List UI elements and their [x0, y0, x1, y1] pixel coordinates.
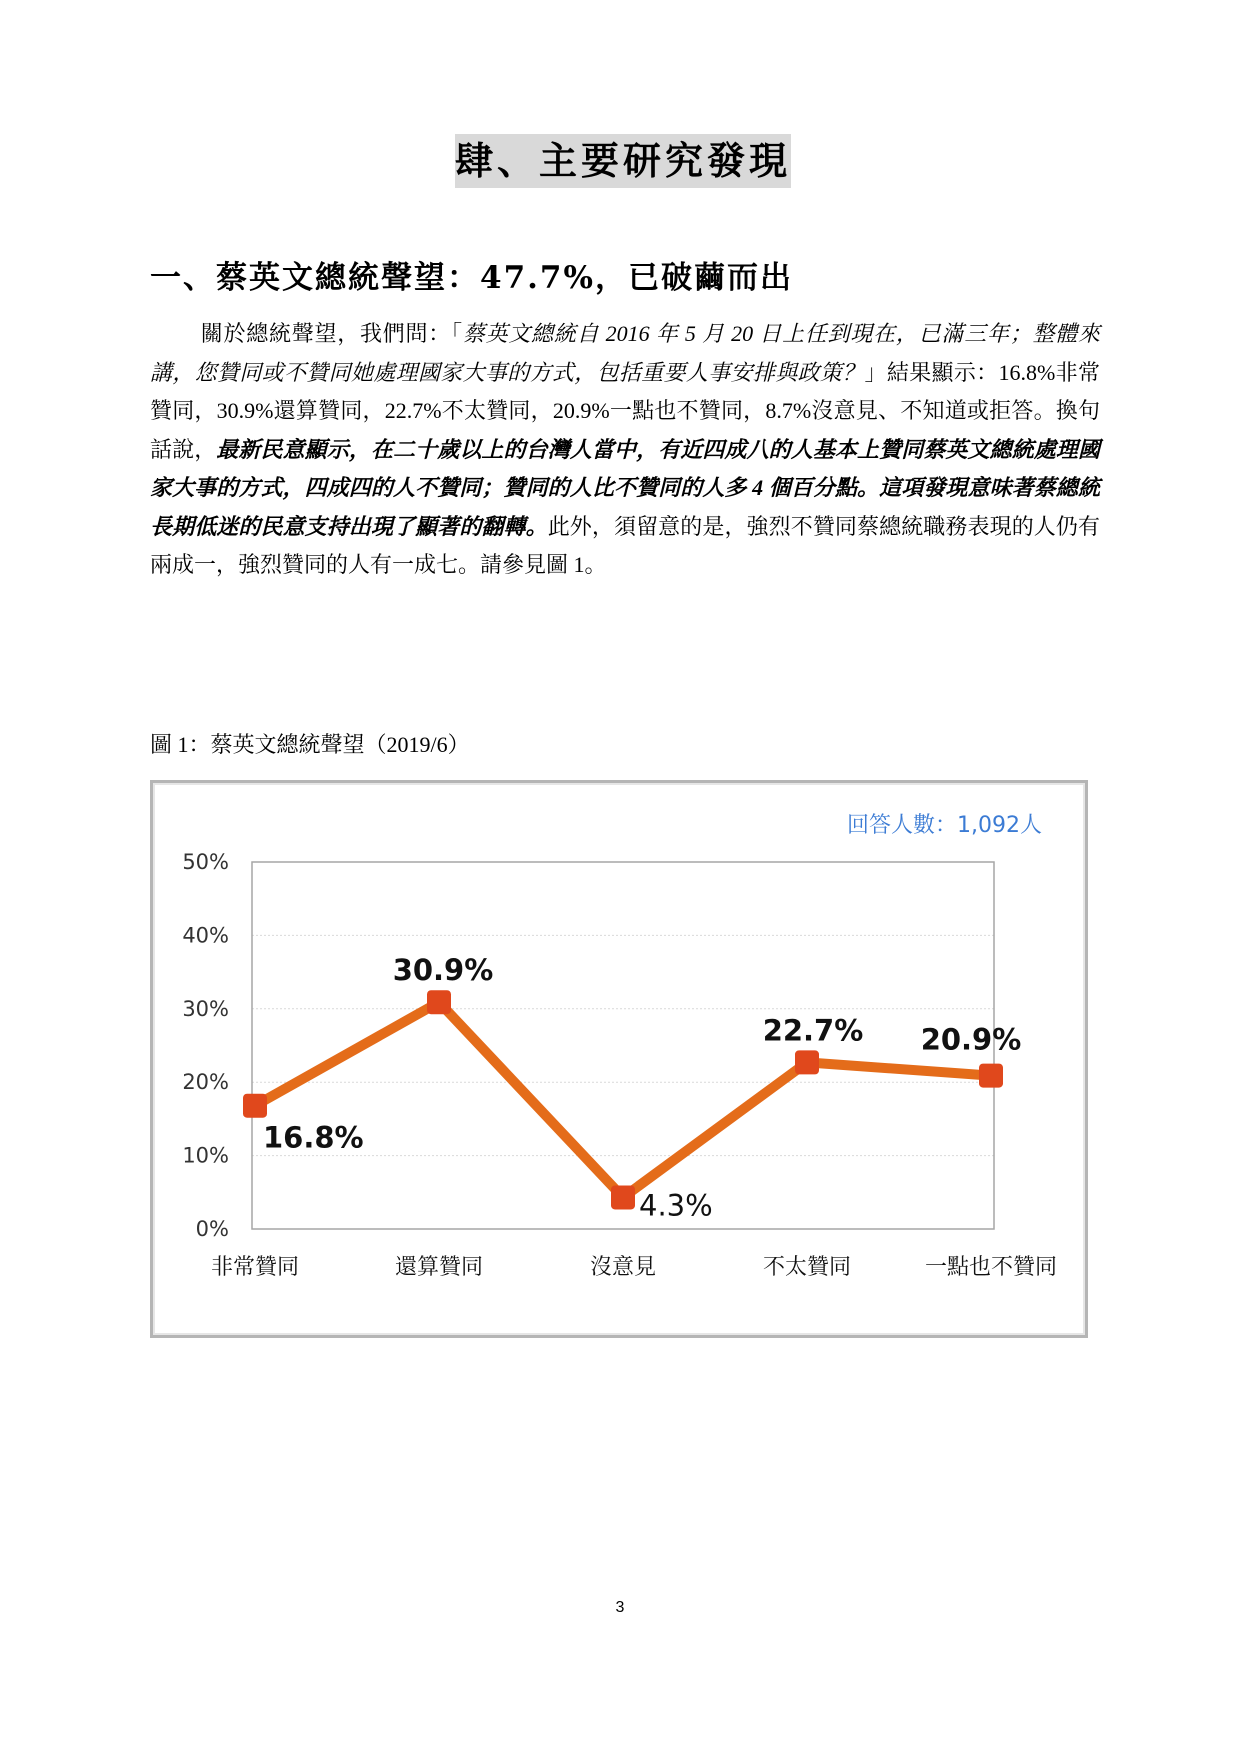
x-tick-label: 不太贊同	[762, 1255, 852, 1280]
y-tick-label: 20%	[182, 1070, 229, 1095]
paragraph-closing: 此外，須留意的是，強烈不贊同蔡總統職務表現的人仍有兩成一，強烈贊同的人有一成七。請參見圖 1。	[150, 513, 1100, 577]
data-label: 22.7%	[762, 1013, 864, 1048]
y-tick-label: 0%	[195, 1217, 229, 1241]
y-tick-label: 40%	[182, 923, 229, 948]
body-paragraph	[150, 315, 1100, 585]
chart-frame	[150, 780, 1088, 1338]
x-tick-label: 還算贊同	[394, 1255, 484, 1280]
y-tick-label: 30%	[182, 996, 229, 1021]
paragraph-results: 」結果顯示：16.8%非常贊同，30.9%還算贊同，22.7%不太贊同，20.9%一點也不贊同，8.7%沒意見、不知道或拒答。換句話說，	[150, 359, 1100, 462]
y-tick-label: 50%	[182, 850, 229, 874]
data-label: 4.3%	[639, 1188, 713, 1223]
section-heading: 一、蔡英文總統聲望：47.7%，已破繭而出	[150, 260, 793, 296]
survey-question: 蔡英文總統自 2016 年 5 月 20 日上任到現在，已滿三年；整體來講，您贊同或不贊同她處理國家大事的方式，包括重要人事安排與政策？	[150, 321, 1100, 385]
paragraph-intro: 關於總統聲望，我們問：「	[200, 321, 463, 346]
x-tick-label: 一點也不贊同	[924, 1255, 1058, 1280]
y-tick-label: 10%	[182, 1143, 229, 1168]
x-tick-label: 非常贊同	[210, 1255, 300, 1280]
paragraph-emphasis: 最新民意顯示，在二十歲以上的台灣人當中，有近四成八的人基本上贊同蔡英文總統處理國家大事的方式，四成四的人不贊同；贊同的人比不贊同的人多 4 個百分點。這項發現意味著蔡總統長期低迷的民意支持出現了顯著的翻轉。	[150, 436, 1100, 539]
page-number: 3	[615, 1599, 625, 1616]
x-tick-label: 沒意見	[589, 1255, 657, 1280]
page-title: 肆、主要研究發現	[455, 138, 792, 183]
data-label: 16.8%	[263, 1120, 364, 1155]
figure-caption: 圖 1：蔡英文總統聲望（2019/6）	[150, 732, 470, 757]
respondents-annotation: 回答人數：1,092人	[847, 813, 1042, 838]
data-label: 20.9%	[920, 1022, 1022, 1057]
data-label: 30.9%	[392, 953, 494, 988]
